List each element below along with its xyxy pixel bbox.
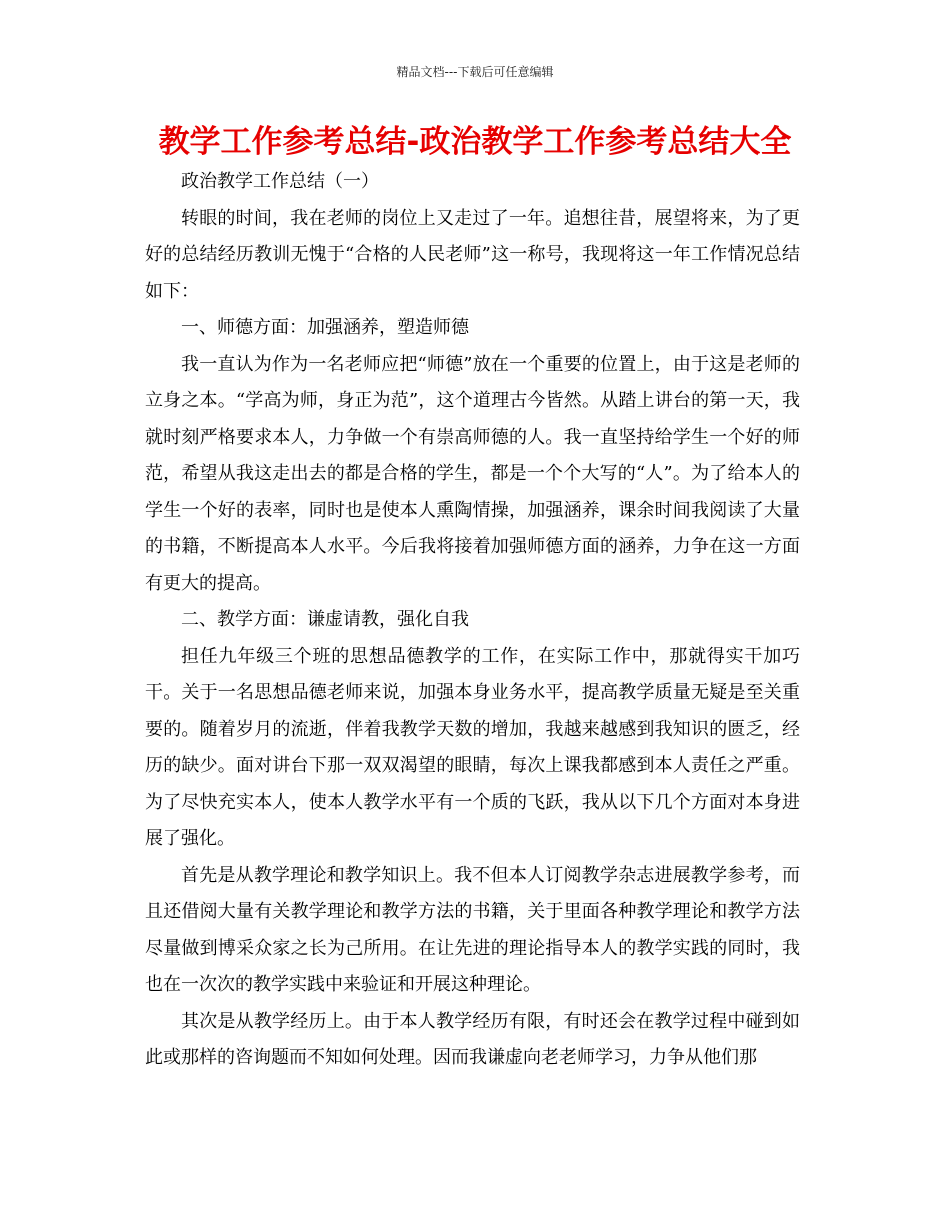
section-heading: 一、师德方面：加强涵养，塑造师德 [181,317,469,338]
header-note: 精品文档---下载后可任意编辑 [396,65,554,79]
document-body [145,164,800,1077]
section-heading: 政治教学工作总结（一） [181,171,379,192]
paragraph: 转眼的时间，我在老师的岗位上又走过了一年。追想往昔，展望将来，为了更好的总结经历教训无愧于“合格的人民老师”这一称号，我现将这一年工作情况总结如下： [145,207,800,302]
paragraph: 其次是从教学经历上。由于本人教学经历有限，有时还会在教学过程中碰到如此或那样的咨询题而不知如何处理。因而我谦虚向老老师学习，力争从他们那 [145,1010,800,1068]
document-title: 教学工作参考总结-政治教学工作参考总结大全 [158,124,792,160]
section-heading: 二、教学方面：谦虚请教，强化自我 [181,609,469,630]
paragraph: 担任九年级三个班的思想品德教学的工作，在实际工作中，那就得实干加巧干。关于一名思想品德老师来说，加强本身业务水平，提高教学质量无疑是至关重要的。随着岁月的流逝，伴着我教学天数的增加，我越来越感到我知识的匮乏，经历的缺少。面对讲台下那一双双渴望的眼睛，每次上课我都感到本人责任之严重。为了尽快充实本人，使本人教学水平有一个质的飞跃，我从以下几个方面对本身进展了强化。 [145,645,800,849]
paragraph: 首先是从教学理论和教学知识上。我不但本人订阅教学杂志进展教学参考，而且还借阅大量有关教学理论和教学方法的书籍，关于里面各种教学理论和教学方法尽量做到博采众家之长为己所用。在让先进的理论指导本人的教学实践的同时，我也在一次次的教学实践中来验证和开展这种理论。 [145,864,800,995]
paragraph: 我一直认为作为一名老师应把“师德”放在一个重要的位置上，由于这是老师的立身之本。“学高为师，身正为范”，这个道理古今皆然。从踏上讲台的第一天，我就时刻严格要求本人，力争做一个有崇高师德的人。我一直坚持给学生一个好的师范，希望从我这走出去的都是合格的学生，都是一个个大写的“人”。为了给本人的学生一个好的表率，同时也是使本人熏陶情操，加强涵养，课余时间我阅读了大量的书籍，不断提高本人水平。今后我将接着加强师德方面的涵养，力争在这一方面有更大的提高。 [145,353,800,594]
